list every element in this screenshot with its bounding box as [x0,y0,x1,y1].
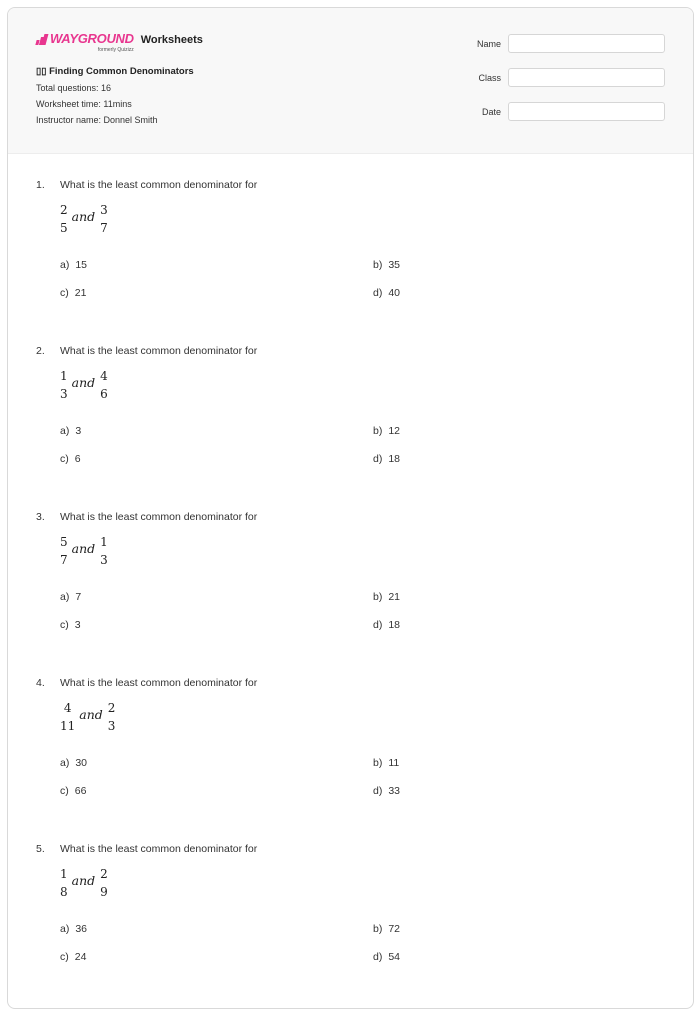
question-text: What is the least common denominator for [60,677,258,689]
worksheet-time: Worksheet time: 11mins [36,99,132,109]
option-a[interactable] [60,923,87,935]
option-letter: b) [373,259,383,271]
connector: and [79,707,103,722]
brand [36,32,203,53]
option-letter: d) [373,951,383,963]
option-c[interactable] [60,619,81,631]
option-letter: d) [373,785,383,797]
denominator: 3 [107,719,116,733]
denominator: 8 [60,885,68,899]
option-letter: a) [60,757,70,769]
fraction-expression [60,203,108,236]
option-d[interactable] [373,785,400,797]
question-2 [8,334,693,500]
connector: and [71,873,96,888]
brand-title: Worksheets [140,34,203,46]
option-value: 11 [388,757,400,769]
option-value: 30 [75,757,88,769]
date-field[interactable] [508,102,665,121]
question-text: What is the least common denominator for [60,511,258,523]
question-1 [8,168,693,334]
option-letter: d) [373,287,383,299]
fraction [60,867,68,900]
denominator: 7 [60,553,68,567]
option-letter: b) [373,425,383,437]
numerator: 1 [100,535,108,549]
connector: and [71,209,96,224]
question-text: What is the least common denominator for [60,179,258,191]
option-letter: c) [60,785,69,797]
option-a[interactable] [60,425,81,437]
option-d[interactable] [373,287,400,299]
fraction-expression [60,535,108,568]
logo-mark-icon [36,34,47,45]
question-number: 3. [36,511,45,523]
option-value: 3 [74,619,81,631]
option-letter: d) [373,619,383,631]
option-letter: a) [60,259,70,271]
class-row [477,68,665,87]
question-text: What is the least common denominator for [60,843,258,855]
logo-text: WAYGROUND [50,31,134,46]
denominator: 6 [100,387,108,401]
name-field[interactable] [508,34,665,53]
fraction [100,203,108,236]
class-field[interactable] [508,68,665,87]
date-row [477,102,665,121]
option-b[interactable] [373,757,399,769]
option-letter: b) [373,757,383,769]
option-value: 33 [388,785,401,797]
numerator: 2 [60,203,68,217]
numerator: 2 [107,701,116,715]
option-letter: d) [373,453,383,465]
question-text: What is the least common denominator for [60,345,258,357]
numerator: 5 [60,535,68,549]
question-number: 5. [36,843,45,855]
option-b[interactable] [373,425,400,437]
denominator: 3 [100,553,108,567]
question-5 [8,832,693,998]
option-value: 12 [388,425,401,437]
option-value: 72 [388,923,401,935]
option-c[interactable] [60,951,86,963]
option-d[interactable] [373,951,400,963]
instructor-name: Instructor name: Donnel Smith [36,115,158,125]
option-b[interactable] [373,259,400,271]
question-3 [8,500,693,666]
option-letter: c) [60,453,69,465]
fraction [100,867,108,900]
class-label: Class [478,72,501,83]
option-c[interactable] [60,287,86,299]
numerator: 4 [63,701,72,715]
option-value: 66 [74,785,87,797]
option-letter: a) [60,425,70,437]
numerator: 4 [100,369,108,383]
option-a[interactable] [60,591,81,603]
total-questions: Total questions: 16 [36,83,112,93]
option-value: 18 [388,619,401,631]
numerator: 2 [100,867,108,881]
option-d[interactable] [373,619,400,631]
fraction-expression [60,867,108,900]
question-number: 4. [36,677,45,689]
denominator: 3 [60,387,68,401]
option-b[interactable] [373,591,400,603]
denominator: 5 [60,221,68,235]
denominator: 11 [60,719,76,733]
denominator: 7 [100,221,108,235]
numerator: 3 [100,203,108,217]
option-letter: a) [60,591,70,603]
option-c[interactable] [60,453,81,465]
wayground-logo [36,32,134,53]
option-value: 21 [388,591,401,603]
option-a[interactable] [60,259,87,271]
numerator: 1 [60,369,68,383]
option-letter: a) [60,923,70,935]
fraction [60,701,75,734]
name-row [477,34,665,53]
option-d[interactable] [373,453,400,465]
connector: and [71,541,96,556]
option-value: 24 [74,951,87,963]
fraction [100,535,108,568]
date-label: Date [481,106,501,117]
option-value: 21 [74,287,87,299]
worksheet-meta [36,66,194,131]
fraction [60,369,68,402]
option-value: 3 [75,425,82,437]
option-value: 6 [74,453,81,465]
fraction [108,701,116,734]
option-letter: c) [60,951,69,963]
worksheet [7,7,694,1009]
option-a[interactable] [60,757,87,769]
option-value: 15 [75,259,88,271]
option-letter: b) [373,923,383,935]
question-number: 2. [36,345,45,357]
option-letter: c) [60,287,69,299]
name-label: Name [476,38,501,49]
denominator: 9 [100,885,108,899]
option-value: 7 [75,591,82,603]
fraction-expression [60,369,108,402]
option-letter: c) [60,619,69,631]
worksheet-title: ▯▯ Finding Common Denominators [36,66,194,77]
option-b[interactable] [373,923,400,935]
fraction-expression [60,701,115,734]
option-letter: b) [373,591,383,603]
fraction [100,369,108,402]
option-c[interactable] [60,785,86,797]
option-value: 35 [388,259,401,271]
connector: and [71,375,96,390]
option-value: 40 [388,287,401,299]
numerator: 1 [60,867,68,881]
student-fields [477,34,665,136]
logo-subtext: formerly Quizizz [97,47,134,53]
question-list [8,168,693,998]
option-value: 18 [388,453,401,465]
fraction [60,535,68,568]
fraction [60,203,68,236]
worksheet-header [8,8,693,154]
question-4 [8,666,693,832]
question-number: 1. [36,179,45,191]
option-value: 54 [388,951,401,963]
option-value: 36 [75,923,88,935]
